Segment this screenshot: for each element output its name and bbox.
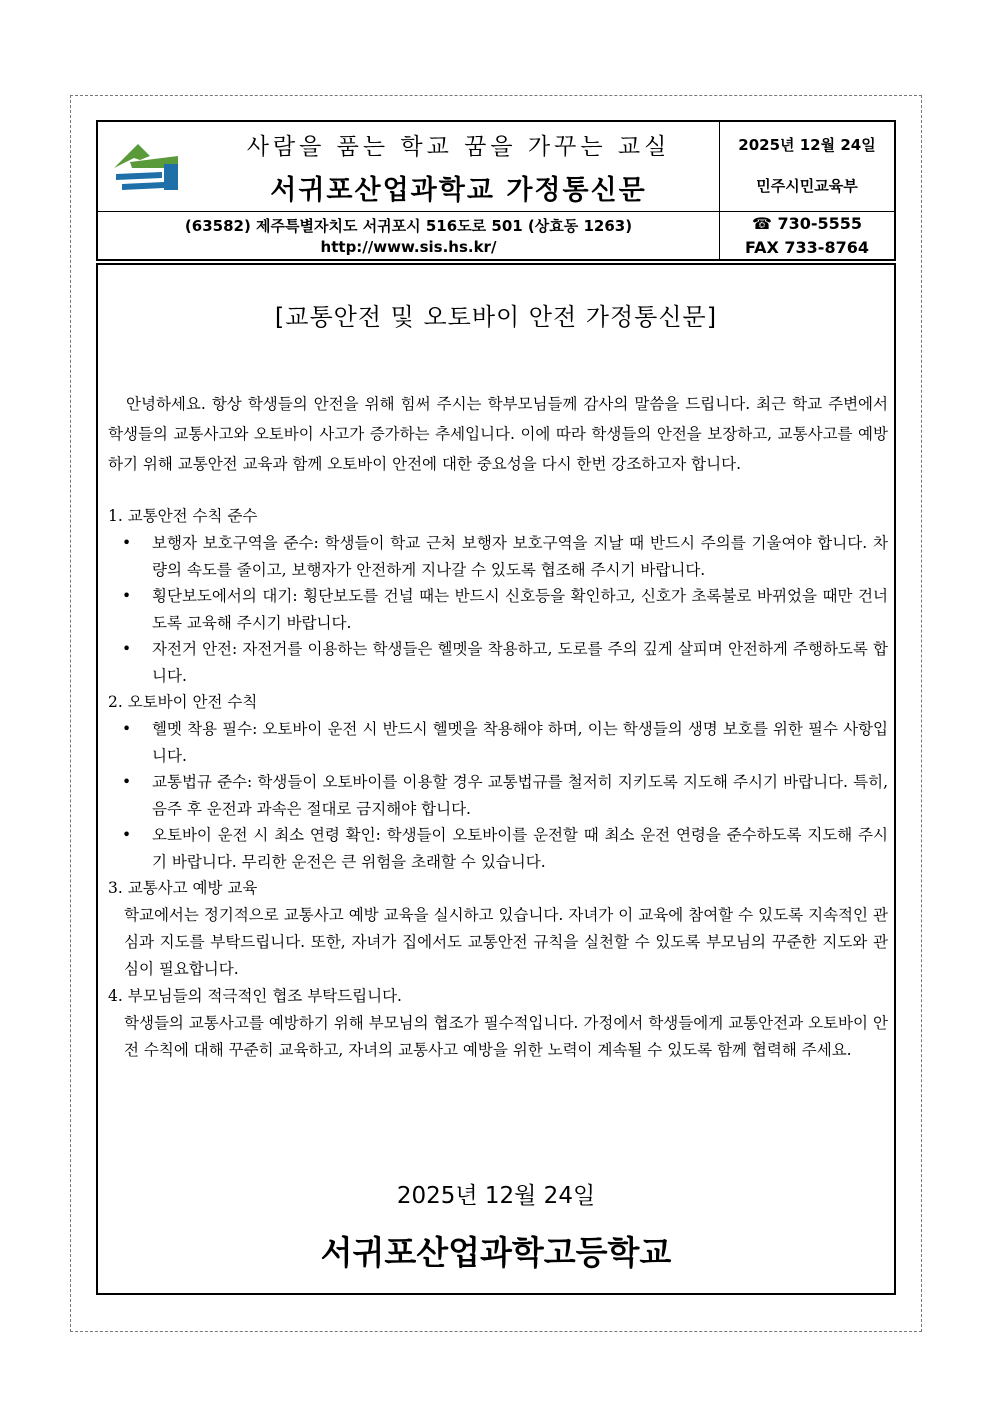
list-item <box>108 583 888 636</box>
fax-number: FAX 733-8764 <box>745 238 869 257</box>
section-heading: 3. 교통사고 예방 교육 <box>108 879 258 897</box>
list-item-text: 횡단보도에서의 대기: 횡단보도를 건널 때는 반드시 신호등을 확인하고, 신호가 초록불로 바뀌었을 때만 건너도록 교육해 주시기 바랍니다. <box>152 587 888 632</box>
bullet-icon: • <box>122 826 132 844</box>
header-title-area <box>98 122 719 212</box>
list-item <box>108 769 888 822</box>
school-address: (63582) 제주특별자치도 서귀포시 516도로 501 (상효동 1263) <box>184 217 633 235</box>
issue-date: 2025년 12월 24일 <box>738 136 876 154</box>
list-item-text: 헬멧 착용 필수: 오토바이 운전 시 반드시 헬멧을 착용해야 하며, 이는 학생들의 생명 보호를 위한 필수 사항입니다. <box>152 720 888 765</box>
header-date-area <box>720 122 894 212</box>
bullet-icon: • <box>122 773 132 791</box>
department: 민주시민교육부 <box>756 177 858 195</box>
bullet-icon: • <box>122 587 132 605</box>
letter-content <box>108 389 888 1064</box>
header-right <box>720 122 894 259</box>
section-traffic-rules <box>108 503 888 689</box>
school-logo-icon <box>112 138 182 194</box>
section-heading: 4. 부모님들의 적극적인 협조 부탁드립니다. <box>108 987 402 1005</box>
bullet-icon: • <box>122 534 132 552</box>
signature-date: 2025년 12월 24일 <box>396 1183 596 1209</box>
list-item <box>108 822 888 875</box>
bullet-list <box>108 530 888 689</box>
section-motorcycle-rules <box>108 689 888 875</box>
newsletter-title: 서귀포산업과학교 가정통신문 <box>270 175 647 206</box>
bullet-icon: • <box>122 640 132 658</box>
section-paragraph: 학교에서는 정기적으로 교통사고 예방 교육을 실시하고 있습니다. 자녀가 이 교육에 참여할 수 있도록 지속적인 관심과 지도를 부탁드립니다. 또한, 자녀가 집에서도 교통안전 규칙을 실천할 수 있도록 부모님의 꾸준한 지도와 관심이 필요합니다. <box>124 906 888 978</box>
list-item <box>108 636 888 689</box>
bullet-list <box>108 716 888 875</box>
document-title: [교통안전 및 오토바이 안전 가정통신문] <box>274 303 718 331</box>
section-heading: 1. 교통안전 수칙 준수 <box>108 507 258 525</box>
letter-header <box>96 120 896 261</box>
bullet-icon: • <box>122 720 132 738</box>
section-parent-cooperation <box>108 983 888 1064</box>
section-accident-prevention <box>108 875 888 983</box>
section-paragraph: 학생들의 교통사고를 예방하기 위해 부모님의 협조가 필수적입니다. 가정에서 학생들에게 교통안전과 오토바이 안전 수칙에 대해 꾸준히 교육하고, 자녀의 교통사고 예방을 위한 노력이 계속될 수 있도록 함께 협력해 주세요. <box>124 1014 888 1059</box>
signature-school-name: 서귀포산업과학고등학교 <box>320 1233 672 1272</box>
section-heading: 2. 오토바이 안전 수칙 <box>108 693 258 711</box>
list-item <box>108 716 888 769</box>
letter-body <box>96 263 896 1295</box>
school-address-block <box>98 216 719 258</box>
header-left <box>98 122 720 259</box>
list-item-text: 자전거 안전: 자전거를 이용하는 학생들은 헬멧을 착용하고, 도로를 주의 깊게 살피며 안전하게 주행하도록 합니다. <box>152 640 888 685</box>
list-item-text: 보행자 보호구역을 준수: 학생들이 학교 근처 보행자 보호구역을 지날 때 반드시 주의를 기울여야 합니다. 차량의 속도를 줄이고, 보행자가 안전하게 지나갈 수 있도록 협조해 주시기 바랍니다. <box>152 534 888 579</box>
phone-number: ☎ 730-5555 <box>751 214 863 233</box>
school-website-link[interactable]: http://www.sis.hs.kr/ <box>320 238 497 256</box>
list-item-text: 오토바이 운전 시 최소 연령 확인: 학생들이 오토바이를 운전할 때 최소 운전 연령을 준수하도록 지도해 주시기 바랍니다. 무리한 운전은 큰 위험을 초래할 수 있습니다. <box>152 826 888 871</box>
list-item <box>108 530 888 583</box>
list-item-text: 교통법규 준수: 학생들이 오토바이를 이용할 경우 교통법규를 철저히 지키도록 지도해 주시기 바랍니다. 특히, 음주 후 운전과 과속은 절대로 금지해야 합니다. <box>152 773 888 818</box>
contact-info <box>720 212 894 260</box>
school-motto: 사람을 품는 학교 꿈을 가꾸는 교실 <box>246 134 671 160</box>
intro-paragraph: 안녕하세요. 항상 학생들의 안전을 위해 힘써 주시는 학부모님들께 감사의 말씀을 드립니다. 최근 학교 주변에서 학생들의 교통사고와 오토바이 사고가 증가하는 추세입니다. 이에 따라 학생들의 안전을 보장하고, 교통사고를 예방하기 위해 교통안전 교육과 함께 오토바이 안전에 대한 중요성을 다시 한번 강조하고자 합니다. <box>108 395 888 473</box>
